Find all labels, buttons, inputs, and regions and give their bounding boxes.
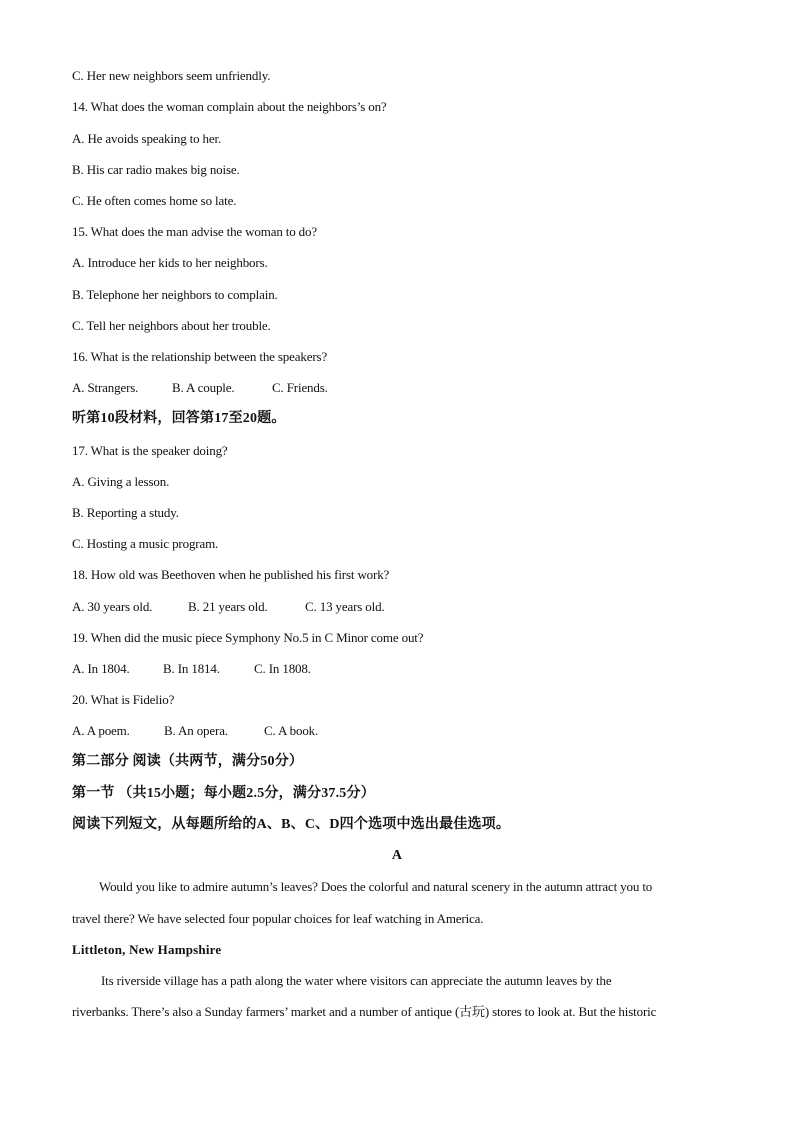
part-two-heading: 第二部分 阅读（共两节，满分50分） xyxy=(72,754,304,769)
q16-option-c: C. Friends. xyxy=(272,380,328,395)
q20-options xyxy=(72,723,318,739)
q18-options xyxy=(72,599,385,615)
question-19: 19. When did the music piece Symphony No.5 in C Minor come out? xyxy=(72,630,424,645)
question-18: 18. How old was Beethoven when he published his first work? xyxy=(72,567,390,582)
passage-letter: A xyxy=(391,848,403,863)
place-heading: Littleton, New Hampshire xyxy=(72,942,222,957)
question-17: 17. What is the speaker doing? xyxy=(72,443,228,458)
reading-instructions: 阅读下列短文，从每题所给的A、B、C、D四个选项中选出最佳选项。 xyxy=(72,817,511,832)
q18-option-b: B. 21 years old. xyxy=(188,599,268,614)
q17-option-c: C. Hosting a music program. xyxy=(72,536,219,551)
q13-option-c: C. Her new neighbors seem unfriendly. xyxy=(72,68,271,83)
question-20: 20. What is Fidelio? xyxy=(72,692,175,707)
question-16: 16. What is the relationship between the speakers? xyxy=(72,349,328,364)
q20-option-b: B. An opera. xyxy=(164,723,228,738)
q19-option-c: C. In 1808. xyxy=(254,661,311,676)
passage-paragraph-1-line-1: Would you like to admire autumn’s leaves? Does the colorful and natural scenery in the autumn attract you to xyxy=(99,879,653,894)
q17-option-b: B. Reporting a study. xyxy=(72,505,179,520)
passage-paragraph-2-line-2: riverbanks. There’s also a Sunday farmers’ market and a number of antique (古玩) stores to look at. But the historic xyxy=(72,1004,657,1019)
question-15: 15. What does the man advise the woman to do? xyxy=(72,224,318,239)
q19-option-b: B. In 1814. xyxy=(163,661,220,676)
passage-paragraph-2-line-1: Its riverside village has a path along the water where visitors can appreciate the autumn leaves by the xyxy=(101,973,612,988)
q16-options xyxy=(72,380,328,396)
q20-option-c: C. A book. xyxy=(264,723,319,738)
q18-option-a: A. 30 years old. xyxy=(72,599,153,614)
q17-option-a: A. Giving a lesson. xyxy=(72,474,170,489)
q19-options xyxy=(72,661,311,677)
section-10-heading: 听第10段材料，回答第17至20题。 xyxy=(72,411,286,426)
q16-option-b: B. A couple. xyxy=(172,380,235,395)
q15-option-c: C. Tell her neighbors about her trouble. xyxy=(72,318,271,333)
q16-option-a: A. Strangers. xyxy=(72,380,139,395)
q15-option-b: B. Telephone her neighbors to complain. xyxy=(72,287,278,302)
section-one-heading: 第一节 （共15小题；每小题2.5分，满分37.5分） xyxy=(72,786,375,801)
question-14: 14. What does the woman complain about the neighbors’s on? xyxy=(72,99,387,114)
q15-option-a: A. Introduce her kids to her neighbors. xyxy=(72,255,268,270)
q14-option-c: C. He often comes home so late. xyxy=(72,193,237,208)
q18-option-c: C. 13 years old. xyxy=(305,599,385,614)
q14-option-b: B. His car radio makes big noise. xyxy=(72,162,240,177)
q14-option-a: A. He avoids speaking to her. xyxy=(72,131,222,146)
passage-paragraph-1-line-2: travel there? We have selected four popular choices for leaf watching in America. xyxy=(72,911,484,926)
q19-option-a: A. In 1804. xyxy=(72,661,130,676)
q20-option-a: A. A poem. xyxy=(72,723,130,738)
